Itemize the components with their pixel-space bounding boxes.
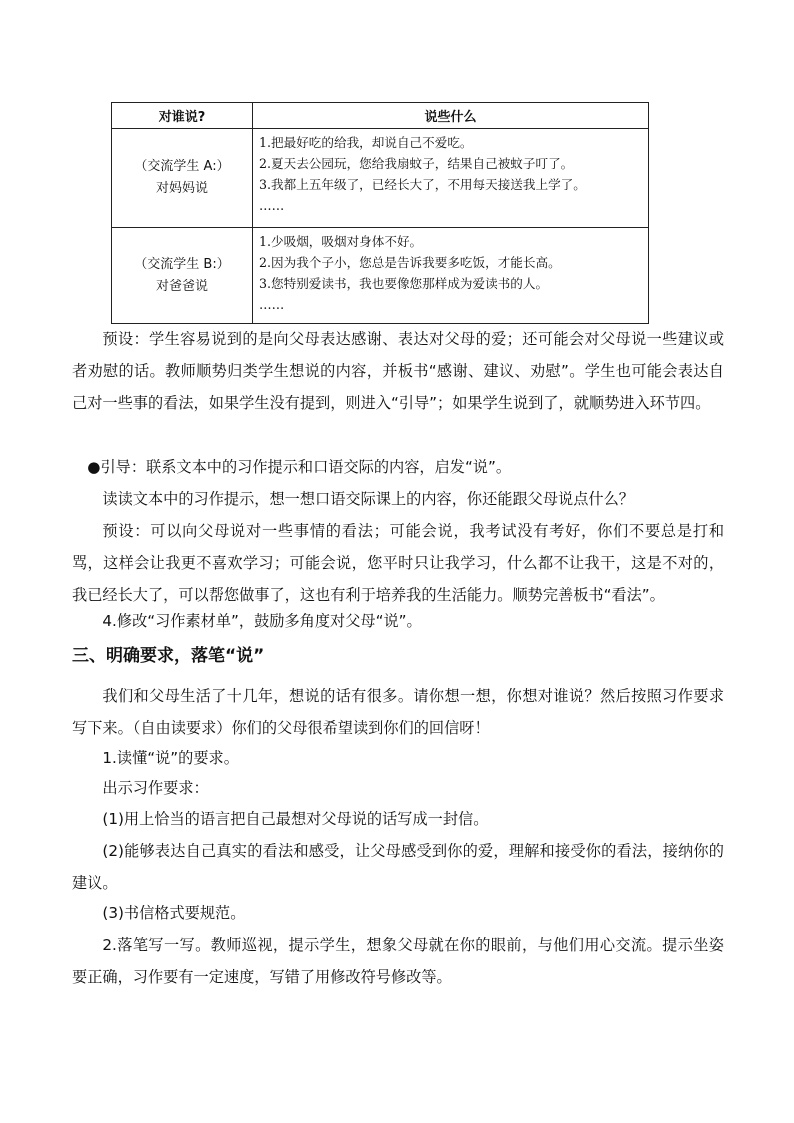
table-header-who: 对谁说?: [112, 103, 253, 129]
student-tag: （交流学生 B:）: [134, 256, 230, 272]
requirement-1: (1)用上恰当的语言把自己最想对父母说的话写成一封信。: [102, 810, 489, 828]
student-tag: （交流学生 A:）: [134, 159, 230, 174]
paragraph-step-2: 2.落笔写一写。教师巡视，提示学生，想象父母就在你的眼前，与他们用心交流。提示坐姿要正确，习作要有一定速度，写错了用修改符号修改等。: [72, 936, 724, 986]
talk-target: 对爸爸说: [155, 278, 208, 294]
paragraph-prompt: 读读文本中的习作提示，想一想口语交际课上的内容，你还能跟父母说点什么？: [102, 490, 634, 508]
talk-item: 3.您特别爱读书，我也要像您那样成为爱读书的人。: [259, 276, 549, 291]
paragraph-step-4: 4.修改“习作素材单”，鼓励多角度对父母“说”。: [102, 612, 422, 630]
talk-item-ellipsis: ……: [259, 297, 285, 312]
paragraph-preset-2: 预设：可以向父母说对一些事情的看法；可能会说，我考试没有考好，你们不要总是打和骂，这样会让我更不喜欢学习；可能会说，您平时只让我学习，什么都不让我干，这是不对的，我已经长大了，可以帮您做事了，这也有利于培养我的生活能力。顺势完善板书“看法”。: [72, 522, 724, 604]
table-row: [112, 228, 649, 324]
table-row: [112, 129, 649, 228]
talk-item-ellipsis: ……: [259, 198, 285, 213]
table-header-what: 说些什么: [253, 103, 649, 129]
table-cell-what: [253, 228, 649, 324]
talk-target: 对妈妈说: [155, 181, 208, 196]
paragraph-guide: ●引导：联系文本中的习作提示和口语交际的内容，启发“说”。: [87, 458, 512, 476]
table-cell-who: [112, 129, 253, 228]
section-heading: 三、明确要求，落笔“说”: [72, 646, 265, 666]
talk-item: 2.夏天去公园玩，您给我扇蚊子，结果自己被蚊子叮了。: [259, 156, 574, 171]
talk-item: 1.少吸烟，吸烟对身体不好。: [259, 234, 423, 249]
talk-item: 1.把最好吃的给我，却说自己不爱吃。: [259, 135, 473, 150]
requirement-2: (2)能够表达自己真实的看法和感受，让父母感受到你的爱，理解和接受你的看法，接纳你的建议。: [72, 842, 724, 892]
paragraph-preset-1: 预设：学生容易说到的是向父母表达感谢、表达对父母的爱；还可能会对父母说一些建议或者劝慰的话。教师顺势归类学生想说的内容，并板书“感谢、建议、劝慰”。学生也可能会表达自己对一些事的看法，如果学生没有提到，则进入“引导”；如果学生说到了，就顺势进入环节四。: [72, 330, 724, 412]
table-cell-what: [253, 129, 649, 228]
talk-item: 3.我都上五年级了，已经长大了，不用每天接送我上学了。: [259, 177, 586, 192]
talk-target-table: [111, 102, 649, 324]
requirement-3: (3)书信格式要规范。: [102, 904, 246, 922]
paragraph-step-1: 1.读懂“说”的要求。: [102, 749, 239, 767]
talk-item: 2.因为我个子小，您总是告诉我要多吃饭，才能长高。: [259, 255, 561, 270]
paragraph-intro: 我们和父母生活了十几年，想说的话有很多。请你想一想，你想对谁说？然后按照习作要求写下来。（自由读要求）你们的父母很希望读到你们的回信呀！: [72, 687, 724, 737]
table-cell-who: [112, 228, 253, 324]
paragraph-requirements-label: 出示习作要求：: [102, 779, 209, 797]
